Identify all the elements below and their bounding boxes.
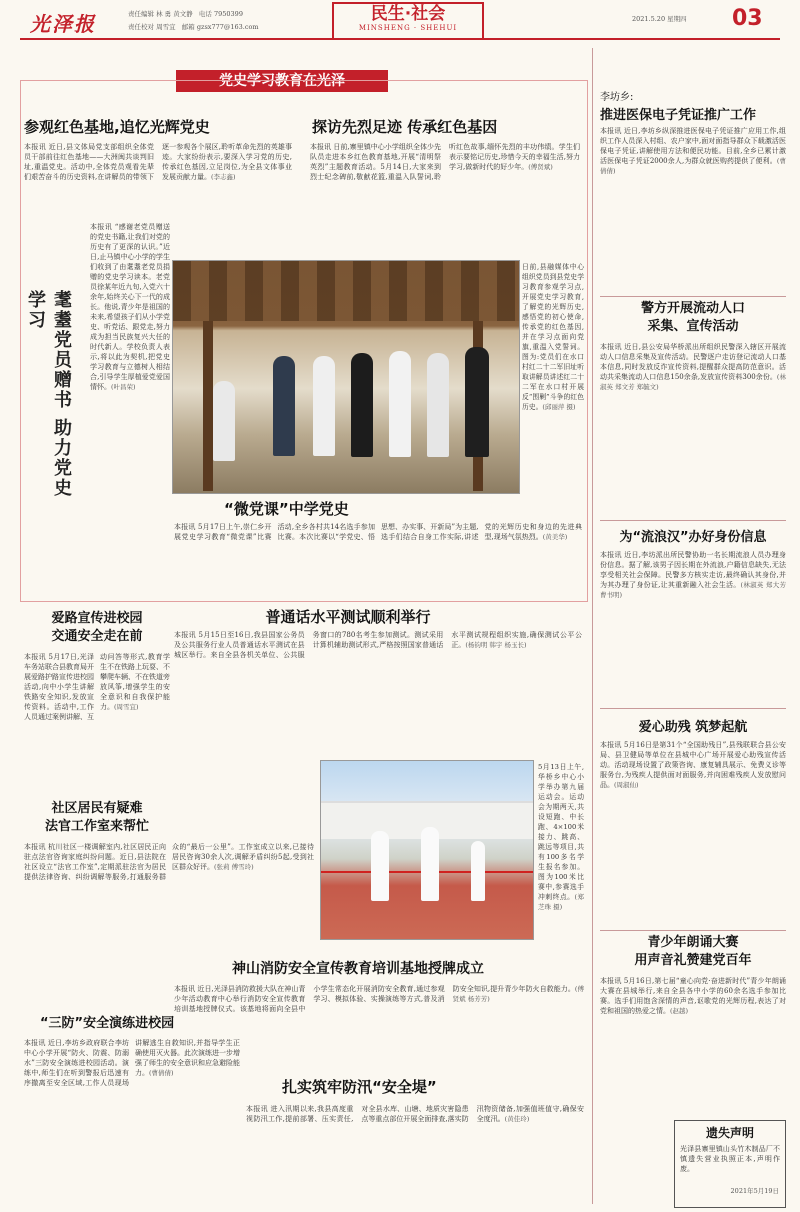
article-disability-aid-body: 本报讯 5月16日是第31个“全国助残日”,县残联联合县公安局、县卫健局等单位在县城中心广场开展爱心助残宣传活动。活动现场设置了政策咨询、康复辅具展示、免费义诊等服务台,为残疾人提供面对面服务,并向困难残疾人发放慰问品。(周淑仙) <box>600 741 786 789</box>
photo-party-history-visit <box>172 260 520 494</box>
lost-notice-body: 光泽县寨里镇山头竹木制品厂不慎遗失营业执照正本,声明作废。 <box>680 1145 780 1173</box>
article-micro-lecture-body: 本报讯 5月17日上午,崇仁乡开展党史学习教育“微党课”比赛活动,全乡各村共14名选手参加比赛。本次比赛以“学党史、悟思想、办实事、开新局”为主题,选手们结合自身工作实际,讲述党的光辉历史和身边的先进典型,现场气氛热烈。(黄美华) <box>174 523 582 541</box>
issue-date: 2021.5.20 星期四 <box>632 15 687 23</box>
headline-veteran-books: 耄耋党员赠书 助力党史学习 <box>25 290 72 499</box>
proof-line: 责任校对 周雪宜 邮箱 gzsx777@163.com <box>128 23 259 31</box>
page-number: 03 <box>732 6 763 31</box>
right-divider-4 <box>600 930 786 931</box>
section-banner: 党史学习教育在光泽 <box>176 70 388 92</box>
article-red-base-body: 本报讯 近日,县文体局党支部组织全体党员干部前往红色基地——大洲闽共谈判旧址,重温党史。活动中,全体党员观看先辈们艰苦奋斗的历史资料,在讲解员的带领下逐一参观各个展区,聆听革命先烈的英雄事迹。大家纷纷表示,要深入学习党的历史,传承红色基因,立足岗位,为全县文体事业发展贡献力量。(李志鑫) <box>24 143 292 181</box>
headline-three-defense-drill: “三防”安全演练进校园 <box>40 1016 175 1031</box>
article-railway-safety-body: 本报讯 5月17日,光泽车务站联合县教育局开展爱路护路宣传进校园活动,向中小学生讲解铁路安全知识,发放宣传资料。活动中,工作人员通过案例讲解、互动问答等形式,教育学生不在铁路上玩耍、不攀爬车辆、不在铁道旁放风筝,增强学生的安全意识和自我保护能力。(周雪宜) <box>24 653 170 721</box>
article-fire-base-body: 本报讯 近日,光泽县消防救援大队在神山青少年活动教育中心举行消防安全宣传教育培训基地授牌仪式。该基地将面向全县中小学生常态化开展消防安全教育,通过参观学习、模拟体验、实操演练等方式,普及消防安全知识,提升青少年防火自救能力。(傅贤斌 杨芳芳) <box>174 985 584 1013</box>
section-box <box>332 2 484 40</box>
article-recitation-contest-body: 本报讯 5月16日,第七届“童心向党·奋进新时代”青少年朗诵大赛在县城举行,来自全县各中小学的60余名选手参加比赛。选手们用饱含深情的声音,讴歌党的光辉历程,表达了对党和祖国的热爱之情。(赵越) <box>600 977 786 1015</box>
headline-fire-base: 神山消防安全宣传教育培训基地授牌成立 <box>232 961 484 977</box>
article-floating-population-body: 本报讯 近日,县公安局华桥派出所组织民警深入辖区开展流动人口信息采集及宣传活动。民警逐户走访登记流动人口基本信息,同时发放反诈宣传资料,提醒群众提高防范意识。活动共采集流动人口信息150余条,发放宣传资料300余份。(林淑英 郑文芳 郑毓文) <box>600 343 786 391</box>
section-title: 民生·社会 <box>370 4 446 24</box>
lost-notice-date: 2021年5月19日 <box>730 1187 779 1195</box>
photo1-caption: 日前,县融媒体中心组织党员到县党史学习教育参观学习点,开展党史学习教育,了解党的光辉历史,感悟党的初心使命,传承党的红色基因,并在学习点面向党旗,重温入党誓词。图为:党员们在水口村红二十二军旧址听取讲解员讲述红二十二军在水口村开展反“围剿”斗争的红色历史。(邱丽萍 摄) <box>522 263 584 411</box>
editor-line: 责任编辑 林 勇 黄文静 电话 7950399 <box>128 10 243 18</box>
article-three-defense-drill-body: 本报讯 近日,李坊乡政府联合李坊中心小学开展“防火、防震、防溺水”三防安全演练进校园活动。演练中,师生们在听到警报后迅速有序撤离至安全区域,工作人员现场讲解逃生自救知识,并指导学生正确使用灭火器。此次演练进一步增强了师生的安全意识和应急避险能力。(曹倩倩) <box>24 1039 240 1087</box>
article-veteran-books-body: 本报讯 “感谢老党员赠送的党史书籍,让我们对党的历史有了更深的认识。”近日,止马镇中心小学的学生们收到了由耄耋老党员捐赠的党史学习读本。老党员徐某年近九旬,入党六十余年,始终关心下一代的成长。他说,青少年是祖国的未来,希望孩子们从小学党史、听党话、跟党走,努力成为担当民族复兴大任的时代新人。学校负责人表示,将以此为契机,把党史学习教育与立德树人相结合,引导学生厚植爱党爱国情怀。(叶昌荣) <box>90 223 170 391</box>
newspaper-logo: 光泽报 <box>30 12 96 36</box>
headline-judge-studio: 社区居民有疑难 法官工作室来帮忙 <box>44 801 149 834</box>
headline-red-base: 参观红色基地,追忆光辉党史 <box>24 118 210 136</box>
headline-medical-insurance: 推进医保电子凭证推广工作 <box>600 108 757 123</box>
headline-martyrs: 探访先烈足迹 传承红色基因 <box>312 118 498 136</box>
headline-railway-safety: 爱路宣传进校园 交通安全走在前 <box>51 611 143 644</box>
masthead-rule <box>20 38 780 40</box>
headline-flood-control: 扎实筑牢防汛“安全堤” <box>282 1078 437 1096</box>
headline-mandarin-test: 普通话水平测试顺利举行 <box>265 608 431 626</box>
right-column-divider <box>592 48 593 1204</box>
masthead <box>0 0 800 44</box>
section-pinyin: MINSHENG · SHEHUI <box>358 24 458 32</box>
photo-sports-meet <box>320 760 534 940</box>
headline-floating-population: 警方开展流动人口 采集、宣传活动 <box>640 301 745 334</box>
article-homeless-id-body: 本报讯 近日,李坊派出所民警协助一名长期流浪人员办理身份信息。据了解,该男子因长期在外流浪,户籍信息缺失,无法享受相关社会保障。民警多方核实走访,最终确认其身份,并为其办理了身份证,让其重新融入社会生活。(林淑英 郑大芳 曹书明) <box>600 551 786 599</box>
right-divider-3 <box>600 708 786 709</box>
headline-homeless-id: 为“流浪汉”办好身份信息 <box>619 530 767 545</box>
article-judge-studio-body: 本报讯 杭川社区一楼调解室内,社区居民正向驻点法官咨询家庭纠纷问题。近日,县法院在社区设立“法官工作室”,定期派驻法官为居民提供法律咨询、纠纷调解等服务,打通服务群众的“最后一公里”。工作室成立以来,已接待居民咨询30余人次,调解矛盾纠纷5起,受到社区群众好评。(张莉 傅雪玲) <box>24 843 314 881</box>
article-medical-insurance-body: 本报讯 近日,李坊乡纵深推进医保电子凭证推广应用工作,组织工作人员深入村组、农户家中,面对面指导群众下载激活医保电子凭证,讲解使用方法和便民功能。目前,全乡已累计激活医保电子凭证2000余人,为群众就医购药提供了便利。(曹倩倩) <box>600 127 786 175</box>
right-divider-1 <box>600 296 786 297</box>
headline-micro-lecture: “微党课”中学党史 <box>224 500 349 518</box>
headline-disability-aid: 爱心助残 筑梦起航 <box>638 720 748 735</box>
lost-notice-title: 遗失声明 <box>705 1126 754 1140</box>
lost-notice-box <box>674 1120 786 1208</box>
article-flood-control-body: 本报讯 进入汛期以来,我县高度重视防汛工作,提前部署、压实责任,对全县水库、山塘、地质灾害隐患点等重点部位开展全面排查,落实防汛物资储备,加强值班值守,确保安全度汛。(黄佳玲) <box>246 1105 584 1123</box>
article-mandarin-test-body: 本报讯 5月15日至16日,我县国家公务员及公共服务行业人员普通话水平测试在县城区举行。来自全县各机关单位、公共服务窗口的780名考生参加测试。测试采用计算机辅助测试形式,严格按照国家普通话水平测试规程组织实施,确保测试公平公正。(杨钧明 韩宇 杨玉长) <box>174 631 582 659</box>
right-divider-2 <box>600 520 786 521</box>
photo2-caption: 5月13日上午,华桥乡中心小学举办第九届运动会。运动会为期两天,共设短跑、中长跑、4×100米接力、跳高、跳远等项目,共有100多名学生报名参加。图为100米比赛中,参赛选手冲刺终点。(郑芝珠 摄) <box>538 763 584 911</box>
headline-recitation-contest: 青少年朗诵大赛 用声音礼赞建党百年 <box>634 935 752 968</box>
headline-kicker-lifang: 李坊乡: <box>600 92 634 103</box>
article-martyrs-body: 本报讯 日前,寨里镇中心小学组织全体少先队员走进本乡红色教育基地,开展“清明祭英烈”主题教育活动。5月14日,大家来到烈士纪念碑前,敬献花篮,重温入队誓词,聆听红色故事,缅怀先烈的丰功伟绩。学生们表示要铭记历史,珍惜今天的幸福生活,努力学习,做新时代的好少年。(傅贤斌) <box>310 143 580 181</box>
